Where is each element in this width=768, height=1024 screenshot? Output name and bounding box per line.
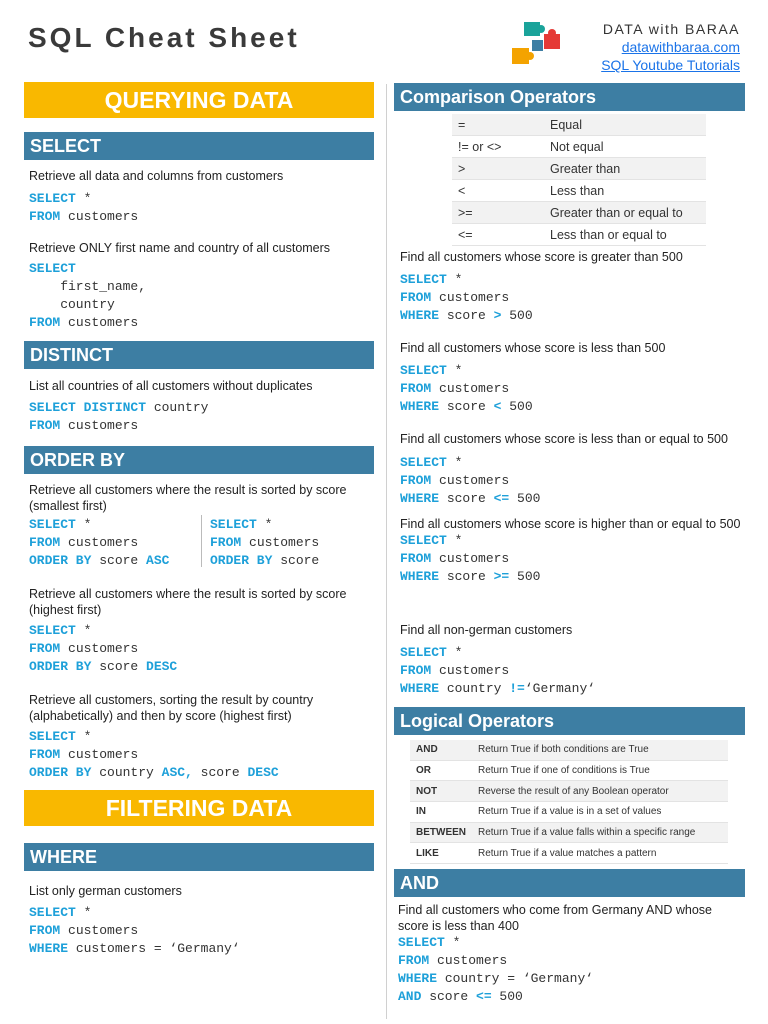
brand-name: DATA with BARAA <box>602 21 740 37</box>
code-line <box>29 904 374 922</box>
code-text: customers <box>60 535 139 550</box>
operator: <= <box>493 491 510 506</box>
comparison-example-3 <box>400 431 745 508</box>
comparison-operators-table <box>452 114 706 246</box>
where-desc: List only german customers <box>29 884 182 898</box>
code-text: customers <box>241 535 320 550</box>
code-line <box>29 314 374 332</box>
code-text: customers <box>60 747 139 762</box>
kw: FROM <box>29 641 61 656</box>
kw: SELECT <box>29 261 76 276</box>
code-line <box>29 640 374 658</box>
filtering-banner-wrap <box>24 790 374 826</box>
meaning-cell: Less than <box>544 180 706 202</box>
operator-cell: AND <box>410 740 472 760</box>
code-text: * <box>75 517 92 532</box>
kw: WHERE <box>400 308 440 323</box>
code-line <box>29 922 374 940</box>
code-line <box>29 764 374 782</box>
code-line <box>400 490 745 508</box>
and-desc: Find all customers who come from Germany AND whose score is less than 400 <box>398 903 712 933</box>
kw: FROM <box>398 953 430 968</box>
example-desc: Find all customers whose score is higher than or equal to 500 <box>400 517 741 531</box>
meaning-cell: Reverse the result of any Boolean operator <box>472 781 728 802</box>
code-text: country <box>146 400 209 415</box>
orderby-desc-2: Retrieve all customers where the result is sorted by score (highest first) <box>29 587 347 617</box>
operator-cell: BETWEEN <box>410 822 472 843</box>
kw: FROM <box>29 923 61 938</box>
comparison-header: Comparison Operators <box>394 83 745 111</box>
code-line <box>400 568 745 586</box>
code-text: * <box>75 623 92 638</box>
kw: SELECT <box>29 191 76 206</box>
code-line <box>400 454 745 472</box>
kw: FROM <box>400 473 432 488</box>
code-text: customers = ‘Germany‘ <box>68 941 240 956</box>
operator-cell: != or <> <box>452 136 544 158</box>
puzzle-pieces-icon <box>510 20 572 70</box>
kw: SELECT <box>29 729 76 744</box>
kw: FROM <box>400 381 432 396</box>
meaning-cell: Return True if a value matches a pattern <box>472 843 728 864</box>
kw: FROM <box>400 663 432 678</box>
code-text: 500 <box>501 308 533 323</box>
code-text: country <box>439 681 510 696</box>
kw: WHERE <box>400 569 440 584</box>
code-line <box>29 399 374 417</box>
kw: FROM <box>29 535 61 550</box>
operator: > <box>493 308 502 323</box>
distinct-content <box>29 378 374 435</box>
comparison-example-2 <box>400 340 745 416</box>
kw: SELECT <box>400 272 447 287</box>
code-line <box>210 552 319 570</box>
brand-block <box>601 20 740 74</box>
code-text: * <box>446 272 463 287</box>
code-text: 500 <box>509 491 541 506</box>
and-content <box>398 902 738 1006</box>
distinct-desc: List all countries of all customers without duplicates <box>29 379 313 393</box>
kw: FROM <box>400 551 432 566</box>
kw: WHERE <box>400 681 440 696</box>
meaning-cell: Return True if a value is in a set of values <box>472 802 728 823</box>
meaning-cell: Equal <box>544 114 706 136</box>
operator-cell: NOT <box>410 781 472 802</box>
code-line <box>210 534 319 552</box>
meaning-cell: Return True if both conditions are True <box>472 740 728 760</box>
code-text: customers <box>431 551 510 566</box>
code-text: 500 <box>501 399 533 414</box>
comparison-example-4 <box>400 516 745 586</box>
and-header: AND <box>394 869 745 897</box>
code-text: * <box>446 645 463 660</box>
meaning-cell: Return True if a value falls within a specific range <box>472 822 728 843</box>
kw: ORDER BY <box>210 553 273 568</box>
kw: FROM <box>400 290 432 305</box>
non-german-example <box>400 622 745 698</box>
code-text: customers <box>60 209 139 224</box>
orderby-desc-1-wrap <box>29 482 374 514</box>
and-section <box>394 869 745 897</box>
code-line <box>398 988 738 1006</box>
code-text: customers <box>431 290 510 305</box>
kw: SELECT <box>400 645 447 660</box>
operator-cell: LIKE <box>410 843 472 864</box>
querying-data-banner: QUERYING DATA <box>24 82 374 118</box>
meaning-cell: Greater than <box>544 158 706 180</box>
table-row <box>452 224 706 246</box>
select-desc-2: Retrieve ONLY first name and country of all customers <box>29 241 331 255</box>
code-text: ‘Germany‘ <box>524 681 596 696</box>
page-title: SQL Cheat Sheet <box>28 22 300 53</box>
orderby-desc-1: Retrieve all customers where the result is sorted by score (smallest first) <box>29 483 347 513</box>
code-text: * <box>75 905 92 920</box>
comparison-example-1 <box>400 249 745 325</box>
operator-cell: >= <box>452 202 544 224</box>
code-line <box>29 296 374 314</box>
table-row <box>410 802 728 823</box>
code-line <box>400 271 745 289</box>
table-row <box>410 822 728 843</box>
kw: ORDER BY <box>29 553 92 568</box>
orderby-section <box>24 446 374 474</box>
logical-operators-table <box>410 740 728 864</box>
code-text: country <box>29 297 115 312</box>
meaning-cell: Not equal <box>544 136 706 158</box>
code-text: customers <box>60 923 139 938</box>
distinct-section <box>24 341 374 369</box>
operator: <= <box>476 989 492 1004</box>
table-row <box>410 760 728 781</box>
table-row <box>410 843 728 864</box>
code-line <box>29 622 374 640</box>
table-row <box>410 740 728 760</box>
code-text: * <box>446 455 463 470</box>
code-text: * <box>444 935 461 950</box>
code-text: first_name, <box>29 279 147 294</box>
example-desc: Find all customers whose score is less than 500 <box>400 341 666 355</box>
code-text: score <box>91 553 147 568</box>
code-line <box>400 680 745 698</box>
kw: WHERE <box>29 941 69 956</box>
example-desc: Find all customers whose score is less than or equal to 500 <box>400 432 728 446</box>
code-text: score <box>272 553 320 568</box>
kw: FROM <box>29 209 61 224</box>
code-line <box>29 417 374 435</box>
code-line <box>29 208 374 226</box>
youtube-tutorials-link[interactable]: SQL Youtube Tutorials <box>601 57 740 73</box>
operator: < <box>493 399 502 414</box>
kw: SELECT DISTINCT <box>29 400 147 415</box>
code-text: * <box>446 363 463 378</box>
code-text: score <box>439 399 494 414</box>
kw: SELECT <box>398 935 445 950</box>
code-line <box>400 644 745 662</box>
code-line <box>400 289 745 307</box>
operator-cell: <= <box>452 224 544 246</box>
comparison-table-wrap <box>452 114 706 246</box>
kw: SELECT <box>29 623 76 638</box>
code-text: customers <box>431 663 510 678</box>
operator-cell: > <box>452 158 544 180</box>
code-text: score <box>439 308 494 323</box>
code-text: score <box>439 491 494 506</box>
kw: SELECT <box>29 905 76 920</box>
code-line <box>29 278 374 296</box>
code-line <box>29 190 374 208</box>
filtering-data-banner: FILTERING DATA <box>24 790 374 826</box>
kw: WHERE <box>398 971 438 986</box>
kw: SELECT <box>210 517 257 532</box>
where-header: WHERE <box>24 843 374 871</box>
kw: FROM <box>29 418 61 433</box>
select-section <box>24 132 374 160</box>
kw: ORDER BY <box>29 765 92 780</box>
meaning-cell: Less than or equal to <box>544 224 706 246</box>
where-content <box>29 883 374 958</box>
kw: DESC <box>146 659 178 674</box>
kw: ASC, <box>161 765 193 780</box>
brand-site-link[interactable]: datawithbaraa.com <box>621 39 740 55</box>
code-text: score <box>421 989 477 1004</box>
meaning-cell: Greater than or equal to <box>544 202 706 224</box>
operator-cell: IN <box>410 802 472 823</box>
code-text: score <box>439 569 494 584</box>
orderby-code-asc <box>29 516 169 570</box>
operator: != <box>509 681 525 696</box>
meaning-cell: Return True if one of conditions is True <box>472 760 728 781</box>
select-header: SELECT <box>24 132 374 160</box>
kw: WHERE <box>400 399 440 414</box>
orderby-header: ORDER BY <box>24 446 374 474</box>
table-row <box>452 136 706 158</box>
kw: FROM <box>29 747 61 762</box>
table-row <box>452 114 706 136</box>
code-line <box>29 260 374 278</box>
kw: ASC <box>146 553 170 568</box>
code-text: 500 <box>509 569 541 584</box>
code-line <box>398 970 738 988</box>
code-line <box>29 940 374 958</box>
code-text: score <box>91 659 147 674</box>
code-text: customers <box>429 953 508 968</box>
code-text: customers <box>60 641 139 656</box>
code-line <box>400 550 745 568</box>
code-text: score <box>192 765 248 780</box>
select-desc-1: Retrieve all data and columns from customers <box>29 169 284 183</box>
code-line <box>400 362 745 380</box>
code-text: country = ‘Germany‘ <box>437 971 594 986</box>
operator: >= <box>493 569 510 584</box>
code-text: * <box>256 517 273 532</box>
table-row <box>452 202 706 224</box>
code-text: 500 <box>491 989 523 1004</box>
left-column <box>24 82 374 118</box>
code-line <box>29 658 374 676</box>
kw: FROM <box>210 535 242 550</box>
orderby-code-default <box>210 516 319 570</box>
logical-section <box>394 707 745 735</box>
code-text: customers <box>431 473 510 488</box>
code-line <box>29 534 169 552</box>
operator-cell: < <box>452 180 544 202</box>
code-line <box>400 307 745 325</box>
column-divider <box>386 84 387 1019</box>
logical-header: Logical Operators <box>394 707 745 735</box>
code-line <box>400 532 745 550</box>
distinct-header: DISTINCT <box>24 341 374 369</box>
kw: WHERE <box>400 491 440 506</box>
code-split-divider <box>201 515 202 567</box>
code-line <box>29 746 374 764</box>
code-text: customers <box>60 418 139 433</box>
kw: SELECT <box>400 533 447 548</box>
code-line <box>400 398 745 416</box>
code-line <box>29 516 169 534</box>
code-text: country <box>91 765 162 780</box>
logical-table-wrap <box>410 740 728 864</box>
operator-cell: = <box>452 114 544 136</box>
code-line <box>29 552 169 570</box>
code-text: customers <box>431 381 510 396</box>
code-line <box>400 380 745 398</box>
kw: SELECT <box>400 455 447 470</box>
code-line <box>210 516 319 534</box>
table-row <box>452 158 706 180</box>
code-text: * <box>75 729 92 744</box>
operator-cell: OR <box>410 760 472 781</box>
code-line <box>400 662 745 680</box>
code-line <box>398 934 738 952</box>
select-content <box>29 168 374 332</box>
kw: DESC <box>247 765 279 780</box>
code-text: * <box>75 191 92 206</box>
kw: SELECT <box>400 363 447 378</box>
table-row <box>452 180 706 202</box>
table-row <box>410 781 728 802</box>
example-desc: Find all non-german customers <box>400 623 573 637</box>
comparison-section <box>394 83 745 111</box>
where-section <box>24 843 374 871</box>
example-desc: Find all customers whose score is greater than 500 <box>400 250 683 264</box>
code-line <box>400 472 745 490</box>
kw: SELECT <box>29 517 76 532</box>
orderby-desc-3: Retrieve all customers, sorting the result by country (alphabetically) and then by score (highest first) <box>29 693 314 723</box>
kw: ORDER BY <box>29 659 92 674</box>
kw: AND <box>398 989 422 1004</box>
code-text: * <box>446 533 463 548</box>
orderby-desc-block <box>29 586 374 782</box>
code-line <box>29 728 374 746</box>
code-text: customers <box>60 315 139 330</box>
code-line <box>398 952 738 970</box>
kw: FROM <box>29 315 61 330</box>
